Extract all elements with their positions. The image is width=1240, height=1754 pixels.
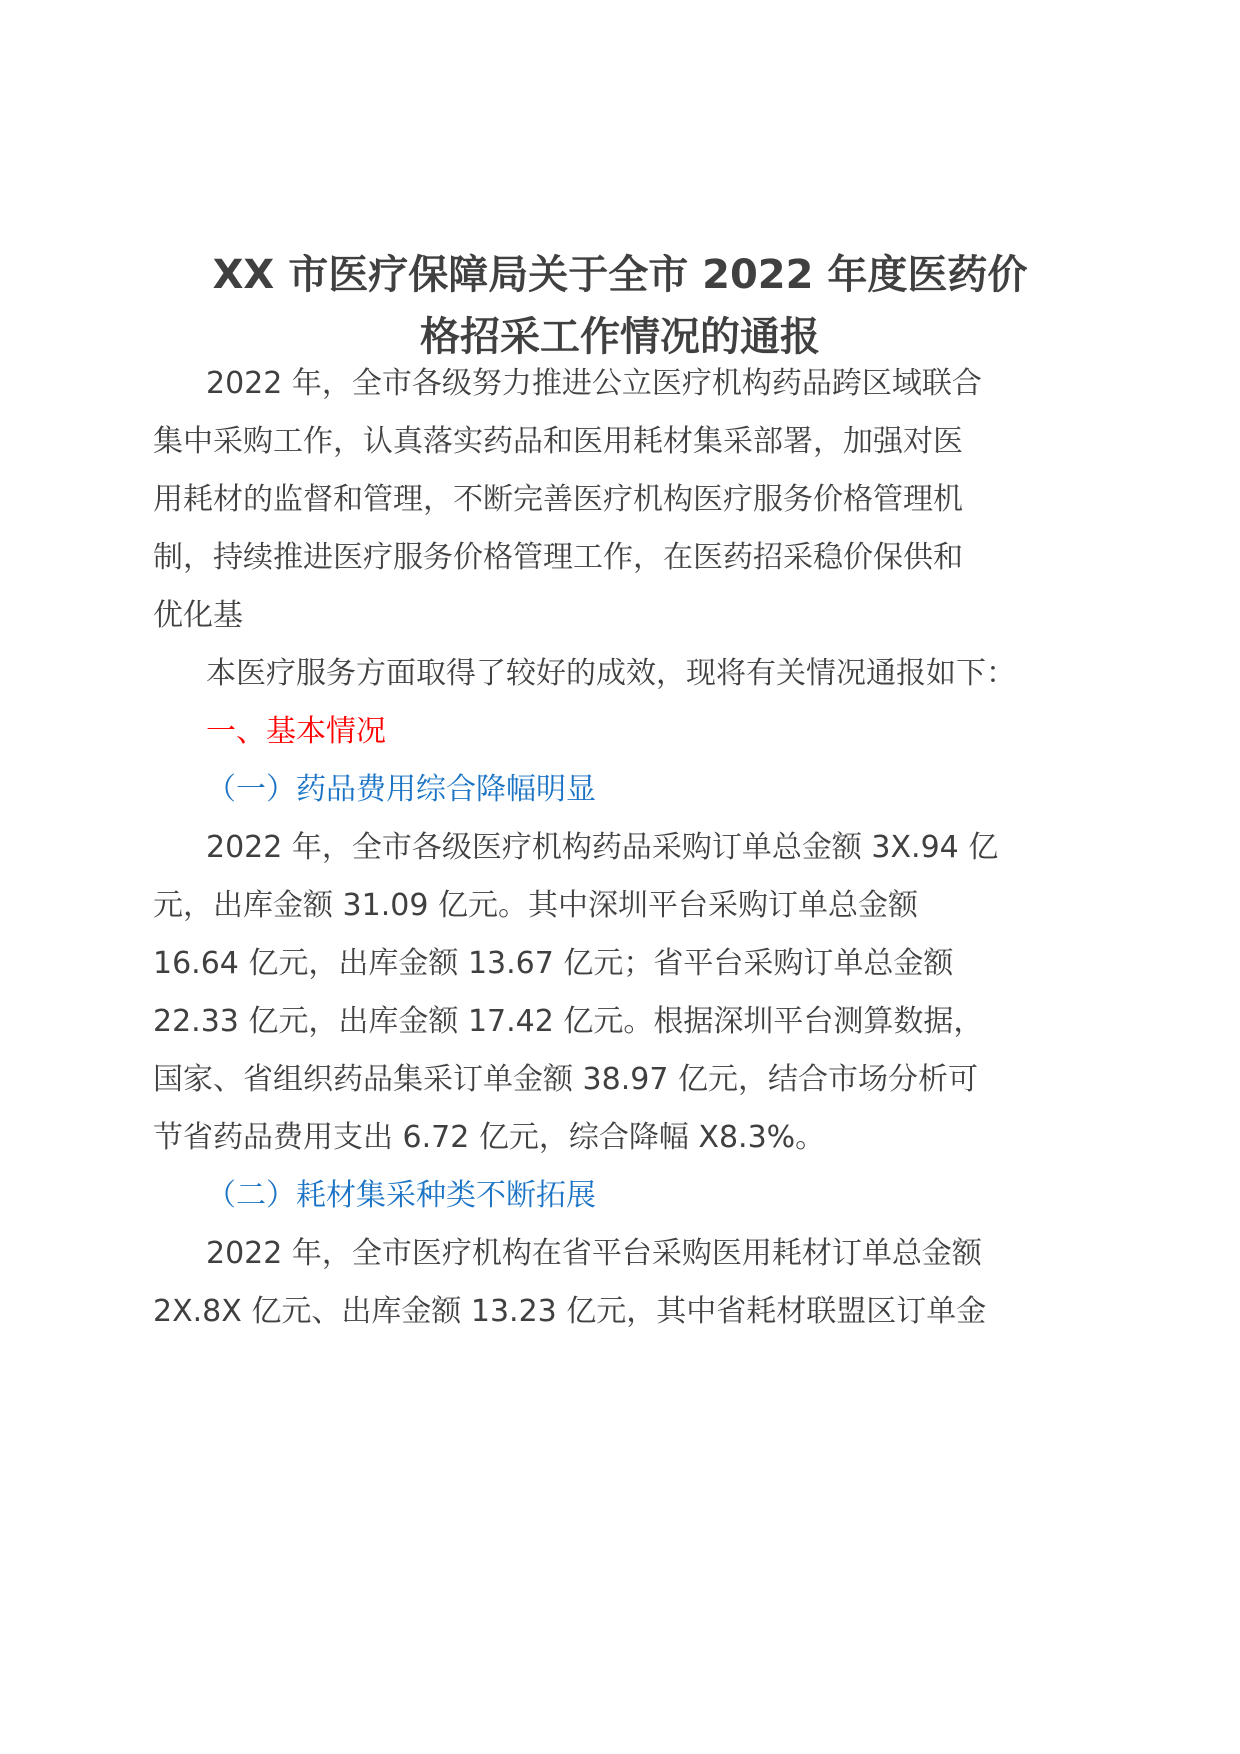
paragraph-line: 制，持续推进医疗服务价格管理工作，在医药招采稳价保供和 — [153, 540, 963, 575]
paragraph-line: 国家、省组织药品集采订单金额 38.97 亿元，结合市场分析可 — [153, 1062, 978, 1097]
document-title — [150, 244, 1090, 368]
paragraph-line: 16.64 亿元，出库金额 13.67 亿元；省平台采购订单总金额 — [153, 946, 954, 981]
subsection-heading-consumables: （二）耗材集采种类不断拓展 — [206, 1178, 596, 1213]
paragraph-line: 22.33 亿元，出库金额 17.42 亿元。根据深圳平台测算数据， — [153, 1004, 984, 1039]
paragraph-line: 本医疗服务方面取得了较好的成效，现将有关情况通报如下： — [206, 656, 1016, 691]
paragraph-line: 节省药品费用支出 6.72 亿元，综合降幅 X8.3%。 — [153, 1120, 826, 1155]
section-heading-basic: 一、基本情况 — [206, 714, 386, 749]
paragraph-line: 元，出库金额 31.09 亿元。其中深圳平台采购订单总金额 — [153, 888, 918, 923]
paragraph-line: 2022 年，全市医疗机构在省平台采购医用耗材订单总金额 — [206, 1236, 982, 1271]
paragraph-line: 2022 年，全市各级医疗机构药品采购订单总金额 3X.94 亿 — [206, 830, 999, 865]
subsection-heading-drug-costs: （一）药品费用综合降幅明显 — [206, 772, 596, 807]
paragraph-line: 用耗材的监督和管理，不断完善医疗机构医疗服务价格管理机 — [153, 482, 963, 517]
paragraph-line: 2022 年，全市各级努力推进公立医疗机构药品跨区域联合 — [206, 366, 982, 401]
paragraph-line: 2X.8X 亿元、出库金额 13.23 亿元，其中省耗材联盟区订单金 — [153, 1294, 987, 1329]
title-line-1: XX 市医疗保障局关于全市 2022 年度医药价 — [212, 252, 1028, 298]
paragraph-line: 集中采购工作，认真落实药品和医用耗材集采部署，加强对医 — [153, 424, 963, 459]
paragraph-line: 优化基 — [153, 598, 243, 633]
title-line-2: 格招采工作情况的通报 — [420, 314, 820, 360]
